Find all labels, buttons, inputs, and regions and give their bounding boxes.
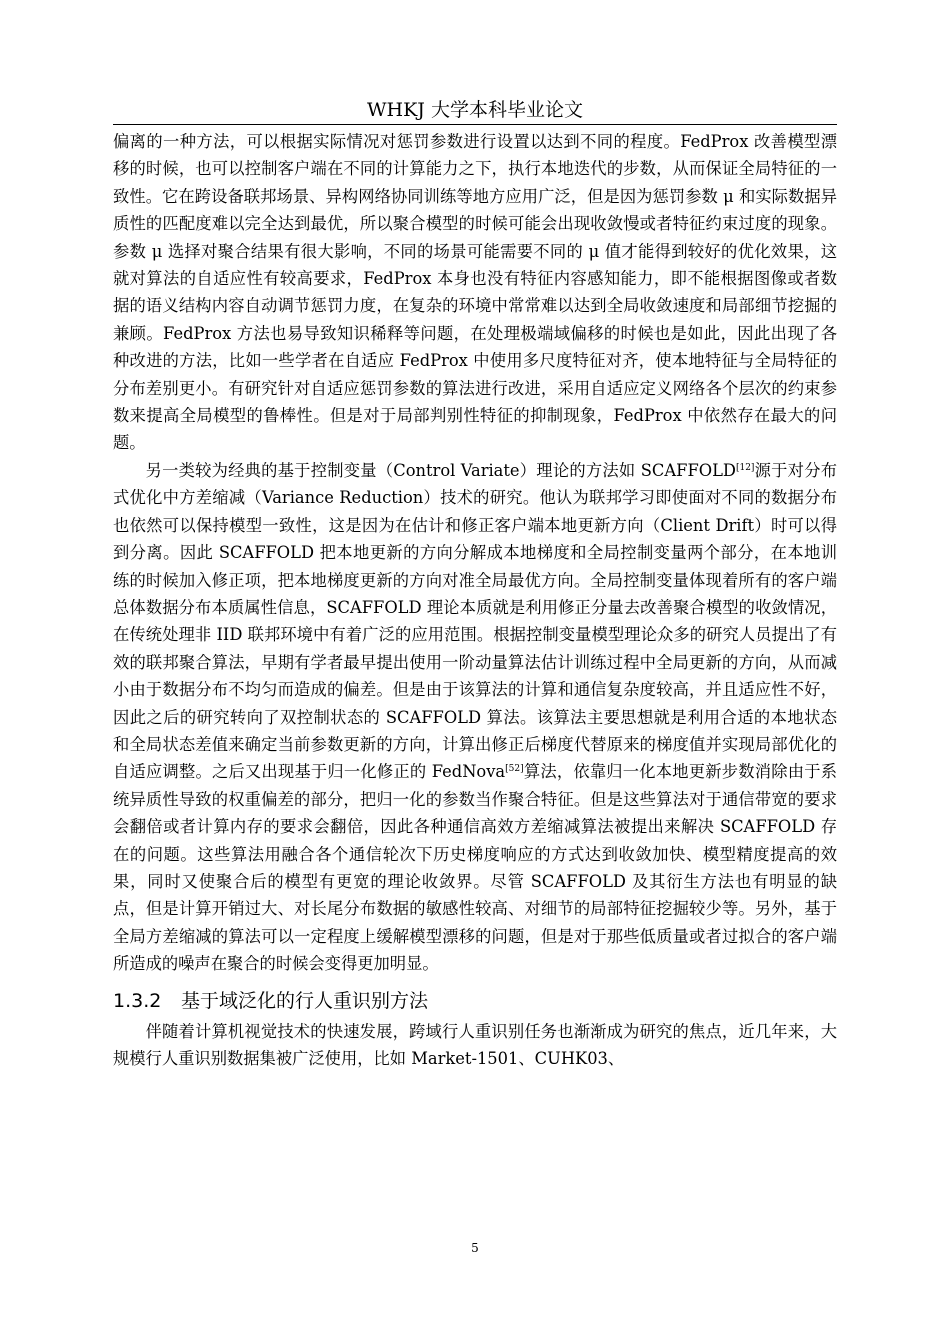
paragraph-text: 另一类较为经典的基于控制变量（Control Variate）理论的方法如 SCAFFOLD — [145, 460, 736, 480]
section-heading — [113, 986, 837, 1016]
page-body — [113, 128, 837, 1072]
citation-52: [52] — [505, 764, 524, 775]
page-number: 5 — [471, 1241, 479, 1255]
paragraph-scaffold — [113, 457, 837, 978]
running-header: WHKJ 大学本科毕业论文 — [367, 99, 583, 121]
section-number: 1.3.2 — [113, 989, 162, 1012]
paragraph-text: 算法，依靠归一化本地更新步数消除由于系统异质性导致的权重偏差的部分，把归一化的参数当作聚合特征。但是这些算法对于通信带宽的要求会翻倍或者计算内存的要求会翻倍，因此各种通信高效方差缩减算法被提出来解决 SCAFFOLD 存在的问题。这些算法用融合各个通信轮次下历史梯度响应的方式达到收敛加快、模型精度提高的效果，同时又使聚合后的模型有更宽的理论收敛界。尽管 SCAFFOLD 及其衍生方法也有明显的缺点，但是计算开销过大、对长尾分布数据的敏感性较高、对细节的局部特征挖掘较少等。另外，基于全局方差缩减的算法可以一定程度上缓解模型漂移的问题，但是对于那些低质量或者过拟合的客户端所造成的噪声在聚合的时候会变得更加明显。 — [113, 762, 837, 974]
paragraph-fedprox — [113, 128, 837, 457]
paragraph-text: 伴随着计算机视觉技术的快速发展，跨域行人重识别任务也渐渐成为研究的焦点，近几年来，大规模行人重识别数据集被广泛使用，比如 Market-1501、CUHK03、 — [113, 1021, 837, 1068]
section-title: 基于域泛化的行人重识别方法 — [181, 989, 429, 1012]
paragraph-text: 偏离的一种方法，可以根据实际情况对惩罚参数进行设置以达到不同的程度。FedProx 改善模型漂移的时候，也可以控制客户端在不同的计算能力之下，执行本地迭代的步数，从而保证全局特征的一致性。它在跨设备联邦场景、异构网络协同训练等地方应用广泛，但是因为惩罚参数 μ 和实际数据异质性的匹配度难以完全达到最优，所以聚合模型的时候可能会出现收敛慢或者特征约束过度的现象。参数 μ 选择对聚合结果有很大影响，不同的场景可能需要不同的 μ 值才能得到较好的优化效果，这就对算法的自适应性有较高要求，FedProx 本身也没有特征内容感知能力，即不能根据图像或者数据的语义结构内容自动调节惩罚力度，在复杂的环境中常常难以达到全局收敛速度和局部细节挖掘的兼顾。FedProx 方法也易导致知识稀释等问题，在处理极端域偏移的时候也是如此，因此出现了各种改进的方法，比如一些学者在自适应 FedProx 中使用多尺度特征对齐，使本地特征与全局特征的分布差别更小。有研究针对自适应惩罚参数的算法进行改进，采用自适应定义网络各个层次的约束参数来提高全局模型的鲁棒性。但是对于局部判别性特征的抑制现象，FedProx 中依然存在最大的问题。 — [113, 132, 837, 453]
citation-12: [12] — [735, 462, 755, 473]
paragraph-text: 源于对分布式优化中方差缩减（Variance Reduction）技术的研究。他认为联邦学习即使面对不同的数据分布也依然可以保持模型一致性，这是因为在估计和修正客户端本地更新方向（Client Drift）时可以得到分离。因此 SCAFFOLD 把本地更新的方向分解成本地梯度和全局控制变量两个部分，在本地训练的时候加入修正项，把本地梯度更新的方向对准全局最优方向。全局控制变量体现着所有的客户端总体数据分布本质属性信息，SCAFFOLD 理论本质就是利用修正分量去改善聚合模型的收敛情况，在传统处理非 IID 联邦环境中有着广泛的应用范围。根据控制变量模型理论众多的研究人员提出了有效的联邦聚合算法，早期有学者最早提出使用一阶动量算法估计训练过程中全局更新的方向，从而减小由于数据分布不均匀而造成的偏差。但是由于该算法的计算和通信复杂度较高，并且适应性不好，因此之后的研究转向了双控制状态的 SCAFFOLD 算法。该算法主要思想就是利用合适的本地状态和全局状态差值来确定当前参数更新的方向，计算出修正后梯度代替原来的梯度值并实现局部优化的自适应调整。之后又出现基于归一化修正的 FedNova — [113, 460, 837, 782]
paragraph-domain-generalization — [113, 1018, 837, 1073]
header-rule — [113, 124, 837, 125]
